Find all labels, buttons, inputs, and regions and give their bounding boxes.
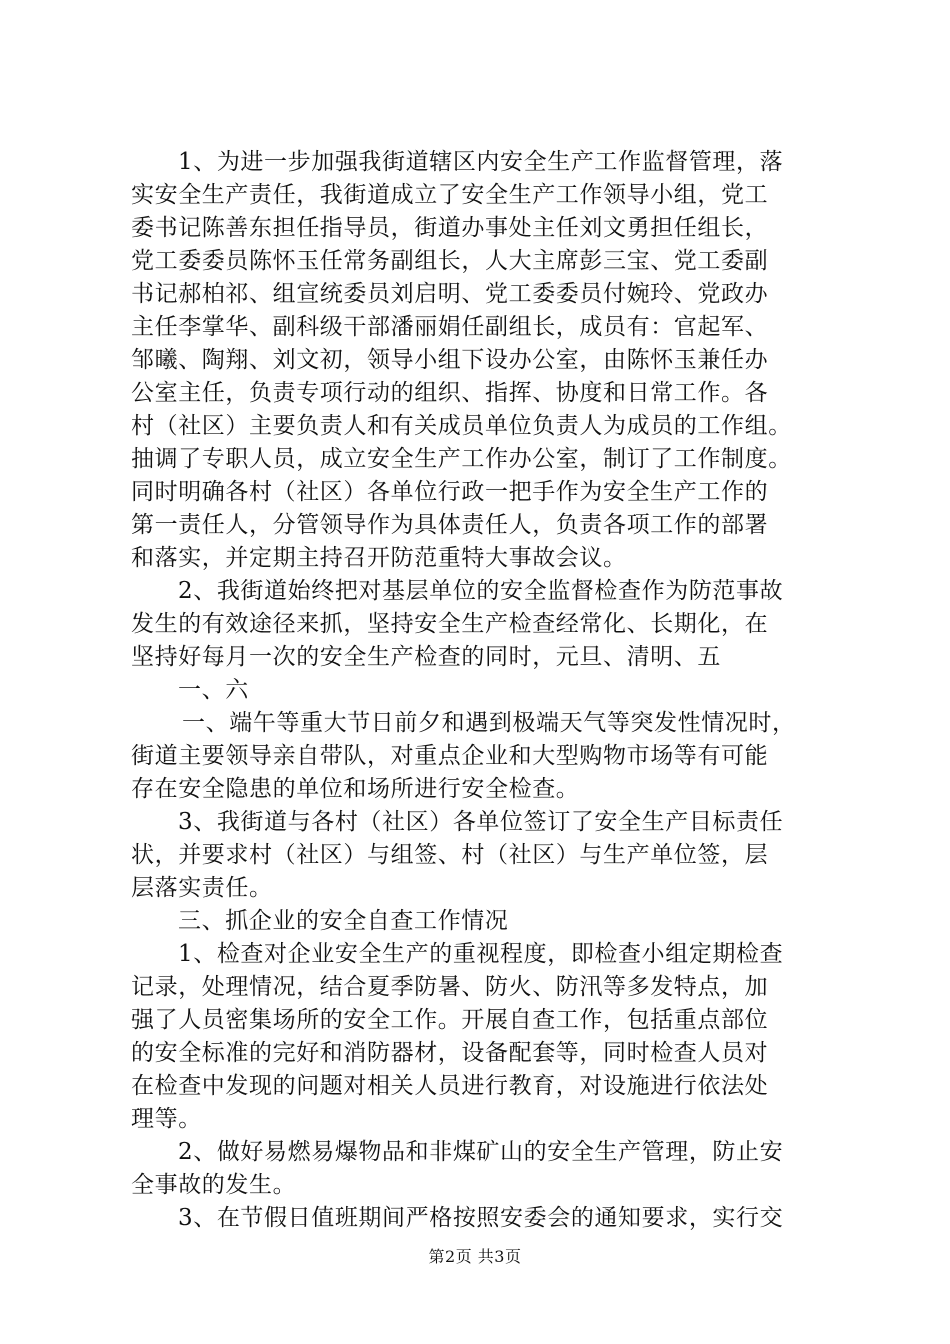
section-heading: 三、抓企业的安全自查工作情况 bbox=[178, 908, 509, 934]
text-line: 一、端午等重大节日前夕和遇到极端天气等突发性情况时， bbox=[182, 710, 796, 736]
text-line: 状，并要求村（社区）与组签、村（社区）与生产单位签，层 bbox=[131, 842, 769, 868]
text-line: 主任李掌华、副科级干部潘丽娟任副组长，成员有：官起军、 bbox=[131, 314, 769, 340]
text-line: 委书记陈善东担任指导员，街道办事处主任刘文勇担任组长， bbox=[131, 215, 769, 241]
text-line: 存在安全隐患的单位和场所进行安全检查。 bbox=[131, 776, 580, 802]
text-line: 一、六 bbox=[178, 677, 249, 703]
text-line: 3、在节假日值班期间严格按照安委会的通知要求，实行交 bbox=[178, 1205, 784, 1231]
text-line: 1、检查对企业安全生产的重视程度，即检查小组定期检查 bbox=[178, 941, 784, 967]
text-line: 3、我街道与各村（社区）各单位签订了安全生产目标责任 bbox=[178, 809, 784, 835]
text-line: 抽调了专职人员，成立安全生产工作办公室，制订了工作制度。 bbox=[131, 446, 792, 472]
text-line: 和落实，并定期主持召开防范重特大事故会议。 bbox=[131, 545, 627, 571]
text-line: 1、为进一步加强我街道辖区内安全生产工作监督管理，落 bbox=[178, 149, 784, 175]
page-footer: 第2页 共3页 bbox=[428, 1247, 522, 1266]
text-line: 邹曦、陶翔、刘文初，领导小组下设办公室，由陈怀玉兼任办 bbox=[131, 347, 769, 373]
text-line: 2、做好易燃易爆物品和非煤矿山的安全生产管理，防止安 bbox=[178, 1139, 784, 1165]
document-body bbox=[131, 146, 831, 1235]
text-line: 坚持好每月一次的安全生产检查的同时，元旦、清明、五 bbox=[131, 644, 721, 670]
text-line: 街道主要领导亲自带队，对重点企业和大型购物市场等有可能 bbox=[131, 743, 769, 769]
text-line: 强了人员密集场所的安全工作。开展自查工作，包括重点部位 bbox=[131, 1007, 769, 1033]
text-line: 公室主任，负责专项行动的组织、指挥、协度和日常工作。各 bbox=[131, 380, 769, 406]
text-line: 书记郝柏祁、组宣统委员刘启明、党工委委员付婉玲、党政办 bbox=[131, 281, 769, 307]
text-line: 村（社区）主要负责人和有关成员单位负责人为成员的工作组。 bbox=[131, 413, 792, 439]
text-line: 全事故的发生。 bbox=[131, 1172, 297, 1198]
text-line: 在检查中发现的问题对相关人员进行教育，对设施进行依法处 bbox=[131, 1073, 769, 1099]
text-line: 同时明确各村（社区）各单位行政一把手作为安全生产工作的 bbox=[131, 479, 769, 505]
text-line: 党工委委员陈怀玉任常务副组长，人大主席彭三宝、党工委副 bbox=[131, 248, 769, 274]
text-line: 的安全标准的完好和消防器材，设备配套等，同时检查人员对 bbox=[131, 1040, 769, 1066]
text-line: 记录，处理情况，结合夏季防暑、防火、防汛等多发特点，加 bbox=[131, 974, 769, 1000]
text-line: 层落实责任。 bbox=[131, 875, 273, 901]
text-line: 第一责任人，分管领导作为具体责任人，负责各项工作的部署 bbox=[131, 512, 769, 538]
text-line: 实安全生产责任，我街道成立了安全生产工作领导小组，党工 bbox=[131, 182, 769, 208]
text-line: 2、我街道始终把对基层单位的安全监督检查作为防范事故 bbox=[178, 578, 784, 604]
text-line: 理等。 bbox=[131, 1106, 202, 1132]
text-line: 发生的有效途径来抓，坚持安全生产检查经常化、长期化，在 bbox=[131, 611, 769, 637]
